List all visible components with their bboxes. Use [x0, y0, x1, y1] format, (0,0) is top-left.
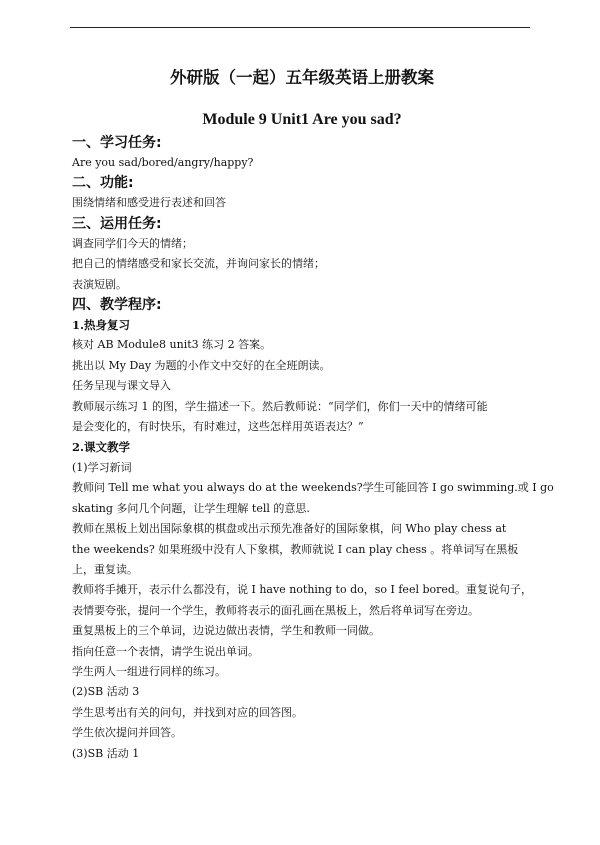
paragraph-line: 表演短剧。 [72, 277, 127, 291]
paragraph-line: 教师在黑板上划出国际象棋的棋盘或出示预先准备好的国际象棋，问 Who play chess at [72, 522, 507, 536]
section-heading-application: 三、运用任务: [72, 215, 162, 232]
paragraph-line: 围绕情绪和感受进行表述和回答 [72, 196, 226, 210]
paragraph-line: 把自己的情绪感受和家长交流，并询问家长的情绪； [72, 257, 325, 271]
paragraph-line: 挑出以 My Day 为题的小作文中交好的在全班朗读。 [72, 358, 331, 372]
paragraph-line: Are you sad/bored/angry/happy? [72, 156, 254, 169]
paragraph-line: 学生思考出有关的问句，并找到对应的回答图。 [72, 705, 303, 719]
paragraph-line: the weekends? 如果班级中没有人下象棋，教师就说 I can play chess 。将单词写在黑板 [72, 542, 519, 556]
paragraph-line: 学生两人一组进行同样的练习。 [72, 664, 226, 678]
section-heading-procedure: 四、教学程序: [72, 297, 162, 314]
paragraph-line: 教师将手摊开，表示什么都没有，说 I have nothing to do，so I feel bored。重复说句子， [72, 583, 532, 597]
paragraph-line: 学生依次提问并回答。 [72, 726, 182, 740]
paragraph-line: 核对 AB Module8 unit3 练习 2 答案。 [72, 338, 272, 352]
paragraph-line: 是会变化的，有时快乐，有时难过，这些怎样用英语表达？” [72, 420, 364, 434]
document-subtitle: Module 9 Unit1 Are you sad? [202, 111, 402, 128]
paragraph-line: (2)SB 活动 3 [72, 685, 140, 699]
paragraph-line: 表情要夸张，提问一个学生，教师将表示的面孔画在黑板上，然后将单词写在旁边。 [72, 603, 479, 617]
paragraph-line: 教师问 Tell me what you always do at the weekends?学生可能回答 I go swimming.或 I go [72, 481, 554, 495]
paragraph-line: 指向任意一个表情，请学生说出单词。 [72, 644, 259, 658]
subsection-heading-warmup: 1.热身复习 [72, 318, 131, 333]
paragraph-line: 上，重复读。 [72, 562, 138, 576]
header-rule [70, 27, 530, 28]
section-heading-function: 二、功能: [72, 175, 134, 192]
paragraph-line: (3)SB 活动 1 [72, 746, 140, 760]
document-title: 外研版（一起）五年级英语上册教案 [170, 68, 434, 87]
paragraph-line: 重复黑板上的三个单词，边说边做出表情，学生和教师一同做。 [72, 624, 380, 638]
paragraph-line: 任务呈现与课文导入 [72, 379, 171, 393]
paragraph-line: 调查同学们今天的情绪； [72, 236, 193, 250]
paragraph-line: skating 多问几个问题，让学生理解 tell 的意思. [72, 501, 310, 515]
document-body [72, 66, 554, 764]
subsection-heading-lesson: 2.课文教学 [72, 440, 131, 455]
paragraph-line: (1)学习新词 [72, 460, 132, 474]
paragraph-line: 教师展示练习 1 的图，学生描述一下。然后教师说：“同学们，你们一天中的情绪可能 [72, 399, 488, 413]
section-heading-tasks: 一、学习任务: [72, 135, 162, 151]
